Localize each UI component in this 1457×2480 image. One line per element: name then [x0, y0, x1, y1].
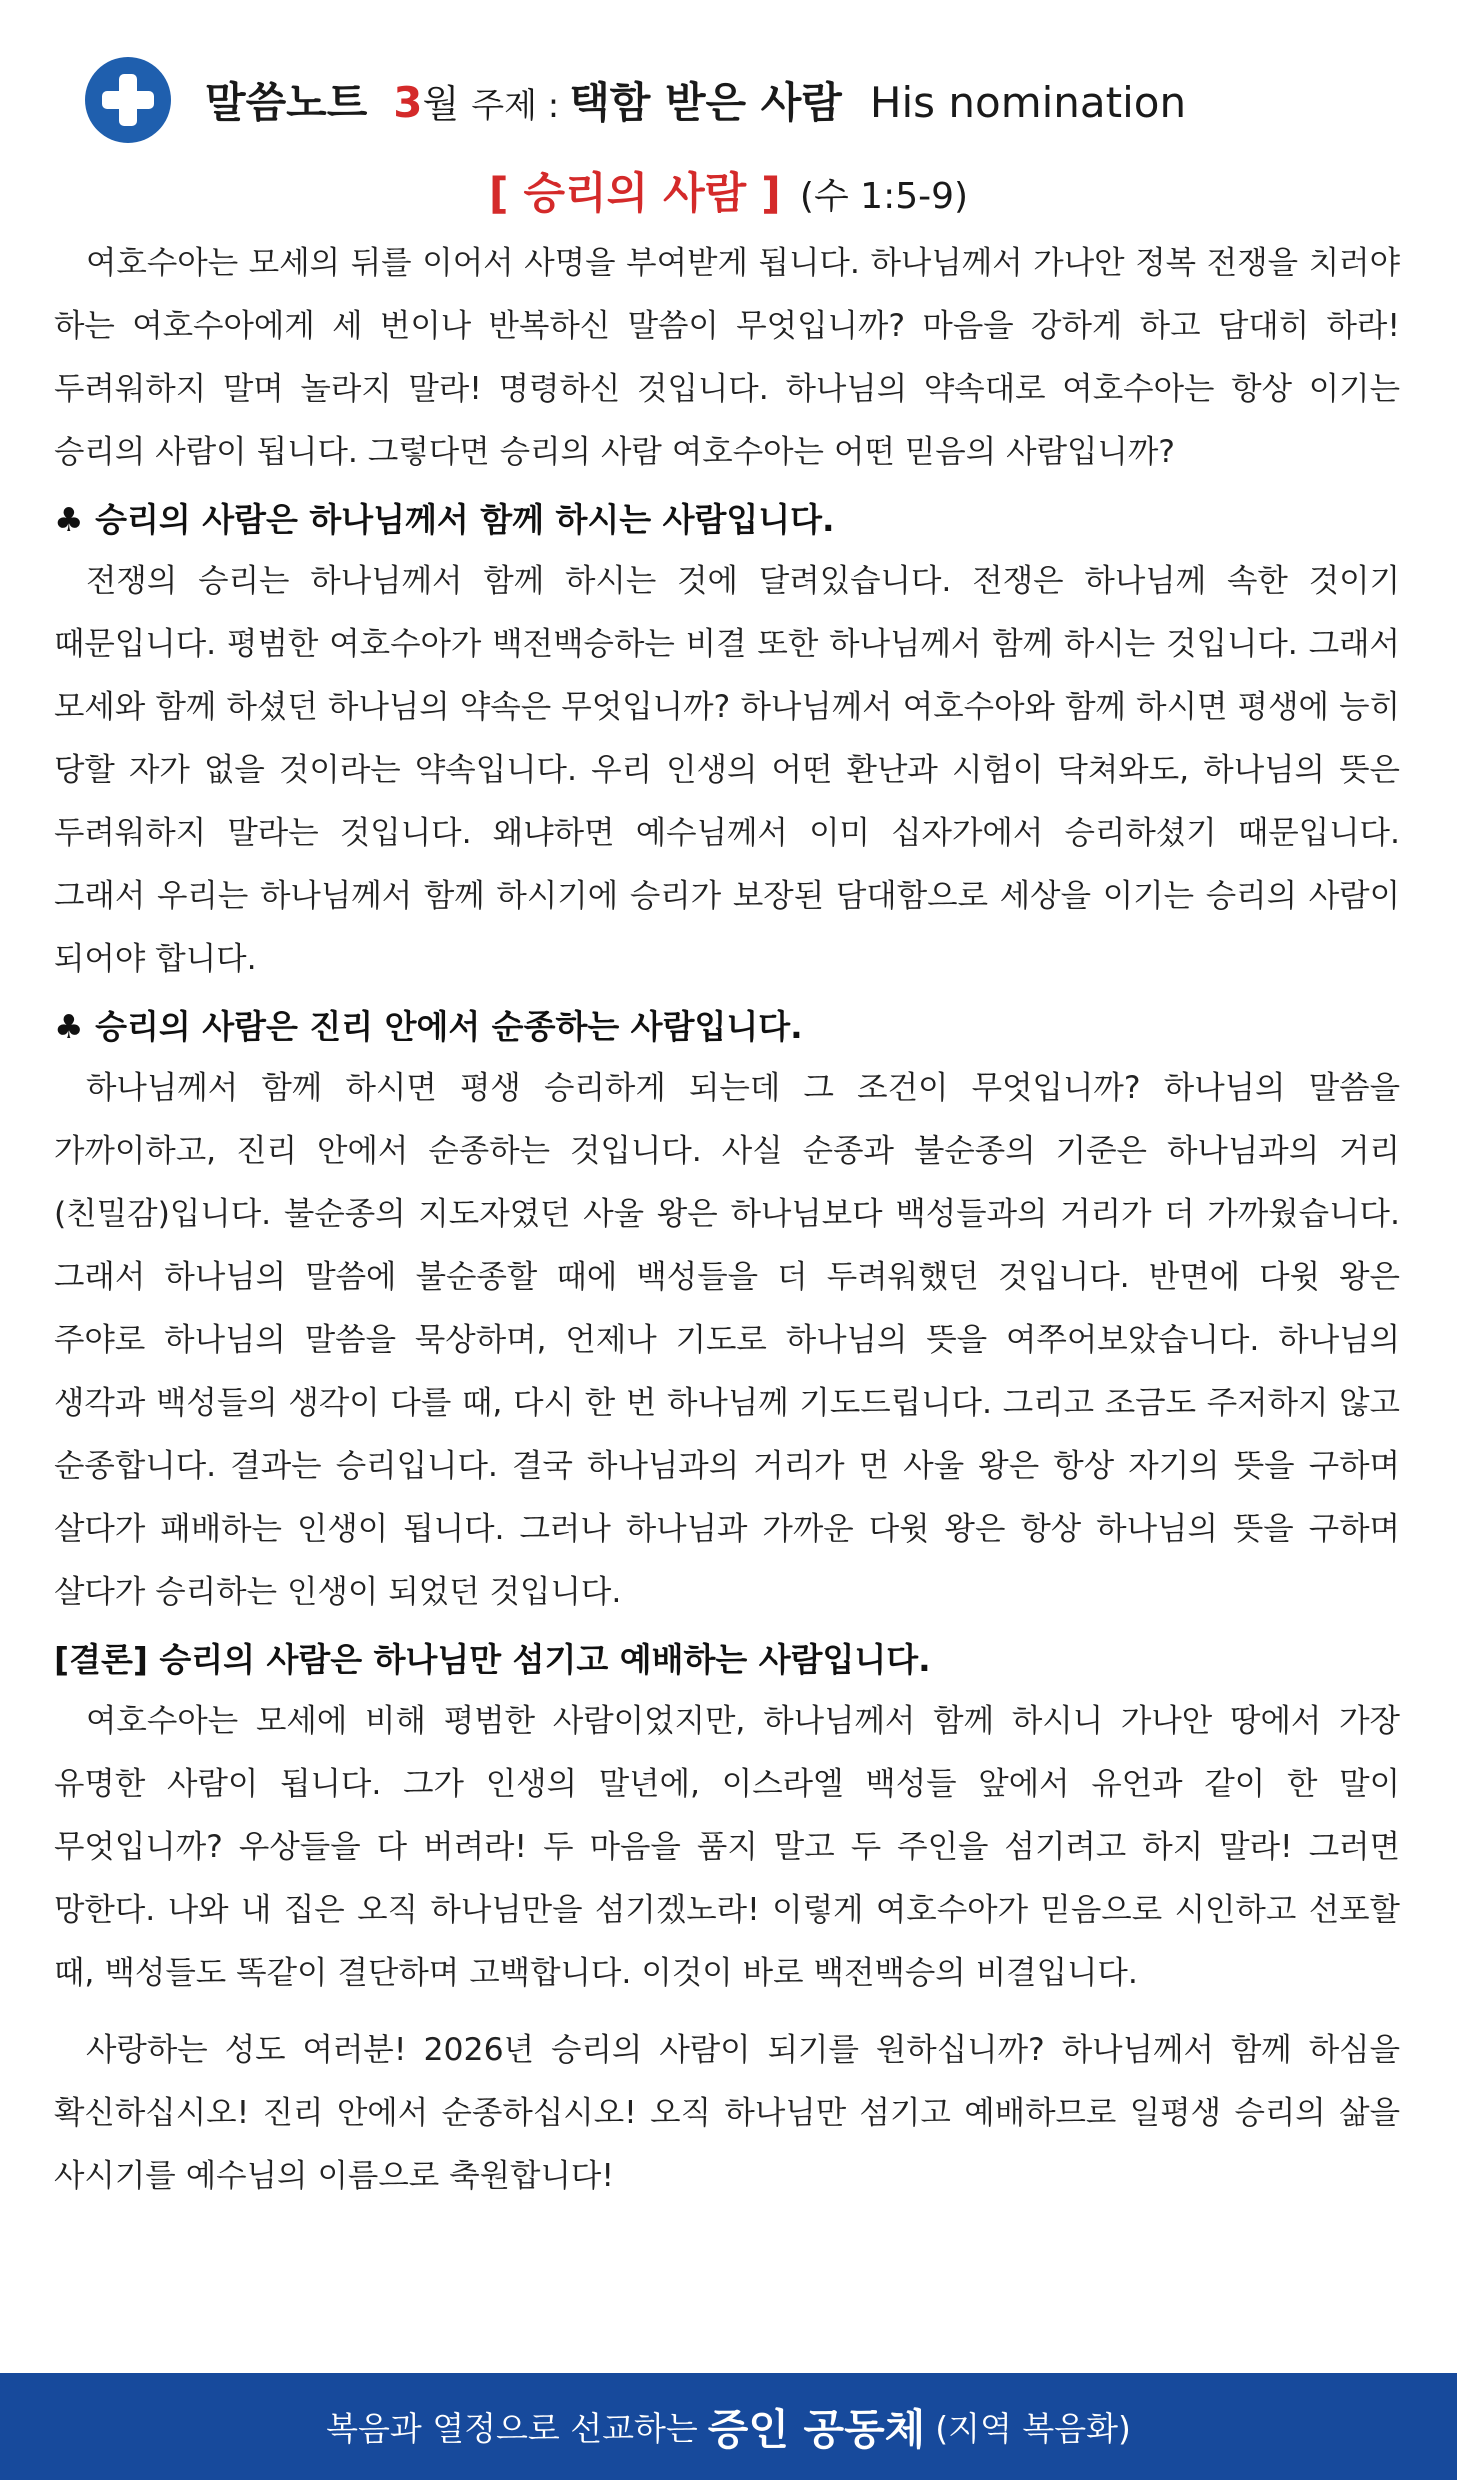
header-theme-english: His nomination [869, 78, 1187, 127]
header-text [205, 70, 1186, 130]
plus-cross-icon [85, 57, 171, 143]
intro-paragraph: 여호수아는 모세의 뒤를 이어서 사명을 부여받게 됩니다. 하나님께서 가나안 정복 전쟁을 치러야 하는 여호수아에게 세 번이나 반복하신 말씀이 무엇입니까? 마음을 강하게 하고 담대히 하라! 두려워하지 말며 놀라지 말라! 명령하신 것입니다. 하나님의 약속대로 여호수아는 항상 이기는 승리의 사람이 됩니다. 그렇다면 승리의 사람 여호수아는 어떤 믿음의 사람입니까? [54, 245, 1400, 470]
header [85, 57, 1186, 143]
scripture-reference: (수 1:5-9) [799, 176, 969, 217]
header-theme: 택함 받은 사람 [569, 78, 842, 127]
footer-community-name: 증인 공동체 [707, 2404, 926, 2454]
sermon-title-text: [ 승리의 사람 ] [488, 169, 781, 219]
section-paragraph: 전쟁의 승리는 하나님께서 함께 하시는 것에 달려있습니다. 전쟁은 하나님께 속한 것이기 때문입니다. 평범한 여호수아가 백전백승하는 비결 또한 하나님께서 함께 하시는 것입니다. 그래서 모세와 함께 하셨던 하나님의 약속은 무엇입니까? 하나님께서 여호수아와 함께 하시면 평생에 능히 당할 자가 없을 것이라는 약속입니다. 우리 인생의 어떤 환난과 시험이 닥쳐와도, 하나님의 뜻은 두려워하지 말라는 것입니다. 왜냐하면 예수님께서 이미 십자가에서 승리하셨기 때문입니다. 그래서 우리는 하나님께서 함께 하시기에 승리가 보장된 담대함으로 세상을 이기는 승리의 사람이 되어야 합니다. [54, 563, 1400, 977]
conclusion-paragraph: 여호수아는 모세에 비해 평범한 사람이었지만, 하나님께서 함께 하시니 가나안 땅에서 가장 유명한 사람이 됩니다. 그가 인생의 말년에, 이스라엘 백성들 앞에서 유언과 같이 한 말이 무엇입니까? 우상들을 다 버려라! 두 마음을 품지 말고 두 주인을 섬기려고 하지 말라! 그러면 망한다. 나와 내 집은 오직 하나님만을 섬기겠노라! 이렇게 여호수아가 믿음으로 시인하고 선포할 때, 백성들도 똑같이 결단하며 고백합니다. 이것이 바로 백전백승의 비결입니다. [54, 1703, 1400, 1991]
conclusion-heading: [결론] 승리의 사람은 하나님만 섬기고 예배하는 사람입니다. [54, 1640, 931, 1679]
closing-paragraph: 사랑하는 성도 여러분! 2026년 승리의 사람이 되기를 원하십니까? 하나님께서 함께 하심을 확신하십시오! 진리 안에서 순종하십시오! 오직 하나님만 섬기고 예배하므로 일평생 승리의 삶을 사시기를 예수님의 이름으로 축원합니다! [54, 2032, 1400, 2194]
footer-banner [0, 2373, 1457, 2480]
header-month-unit: 월 [422, 82, 460, 126]
footer-prefix: 복음과 열정으로 선교하는 [326, 2409, 698, 2448]
header-label: 말씀노트 [205, 78, 368, 127]
section-heading: ♣ 승리의 사람은 진리 안에서 순종하는 사람입니다. [54, 1007, 803, 1046]
header-theme-label: 주제 : [471, 86, 560, 126]
footer-suffix: (지역 복음화) [935, 2409, 1131, 2448]
sermon-body [54, 232, 1400, 2208]
header-month-number: 3 [393, 78, 423, 127]
sermon-title [0, 160, 1457, 221]
section-paragraph: 하나님께서 함께 하시면 평생 승리하게 되는데 그 조건이 무엇입니까? 하나님의 말씀을 가까이하고, 진리 안에서 순종하는 것입니다. 사실 순종과 불순종의 기준은 하나님과의 거리(친밀감)입니다. 불순종의 지도자였던 사울 왕은 하나님보다 백성들과의 거리가 더 가까웠습니다. 그래서 하나님의 말씀에 불순종할 때에 백성들을 더 두려워했던 것입니다. 반면에 다윗 왕은 주야로 하나님의 말씀을 묵상하며, 언제나 기도로 하나님의 뜻을 여쭈어보았습니다. 하나님의 생각과 백성들의 생각이 다를 때, 다시 한 번 하나님께 기도드립니다. 그리고 조금도 주저하지 않고 순종합니다. 결과는 승리입니다. 결국 하나님과의 거리가 먼 사울 왕은 항상 자기의 뜻을 구하며 살다가 패배하는 인생이 됩니다. 그러나 하나님과 가까운 다윗 왕은 항상 하나님의 뜻을 구하며 살다가 승리하는 인생이 되었던 것입니다. [54, 1070, 1400, 1610]
section-heading: ♣ 승리의 사람은 하나님께서 함께 하시는 사람입니다. [54, 500, 835, 539]
